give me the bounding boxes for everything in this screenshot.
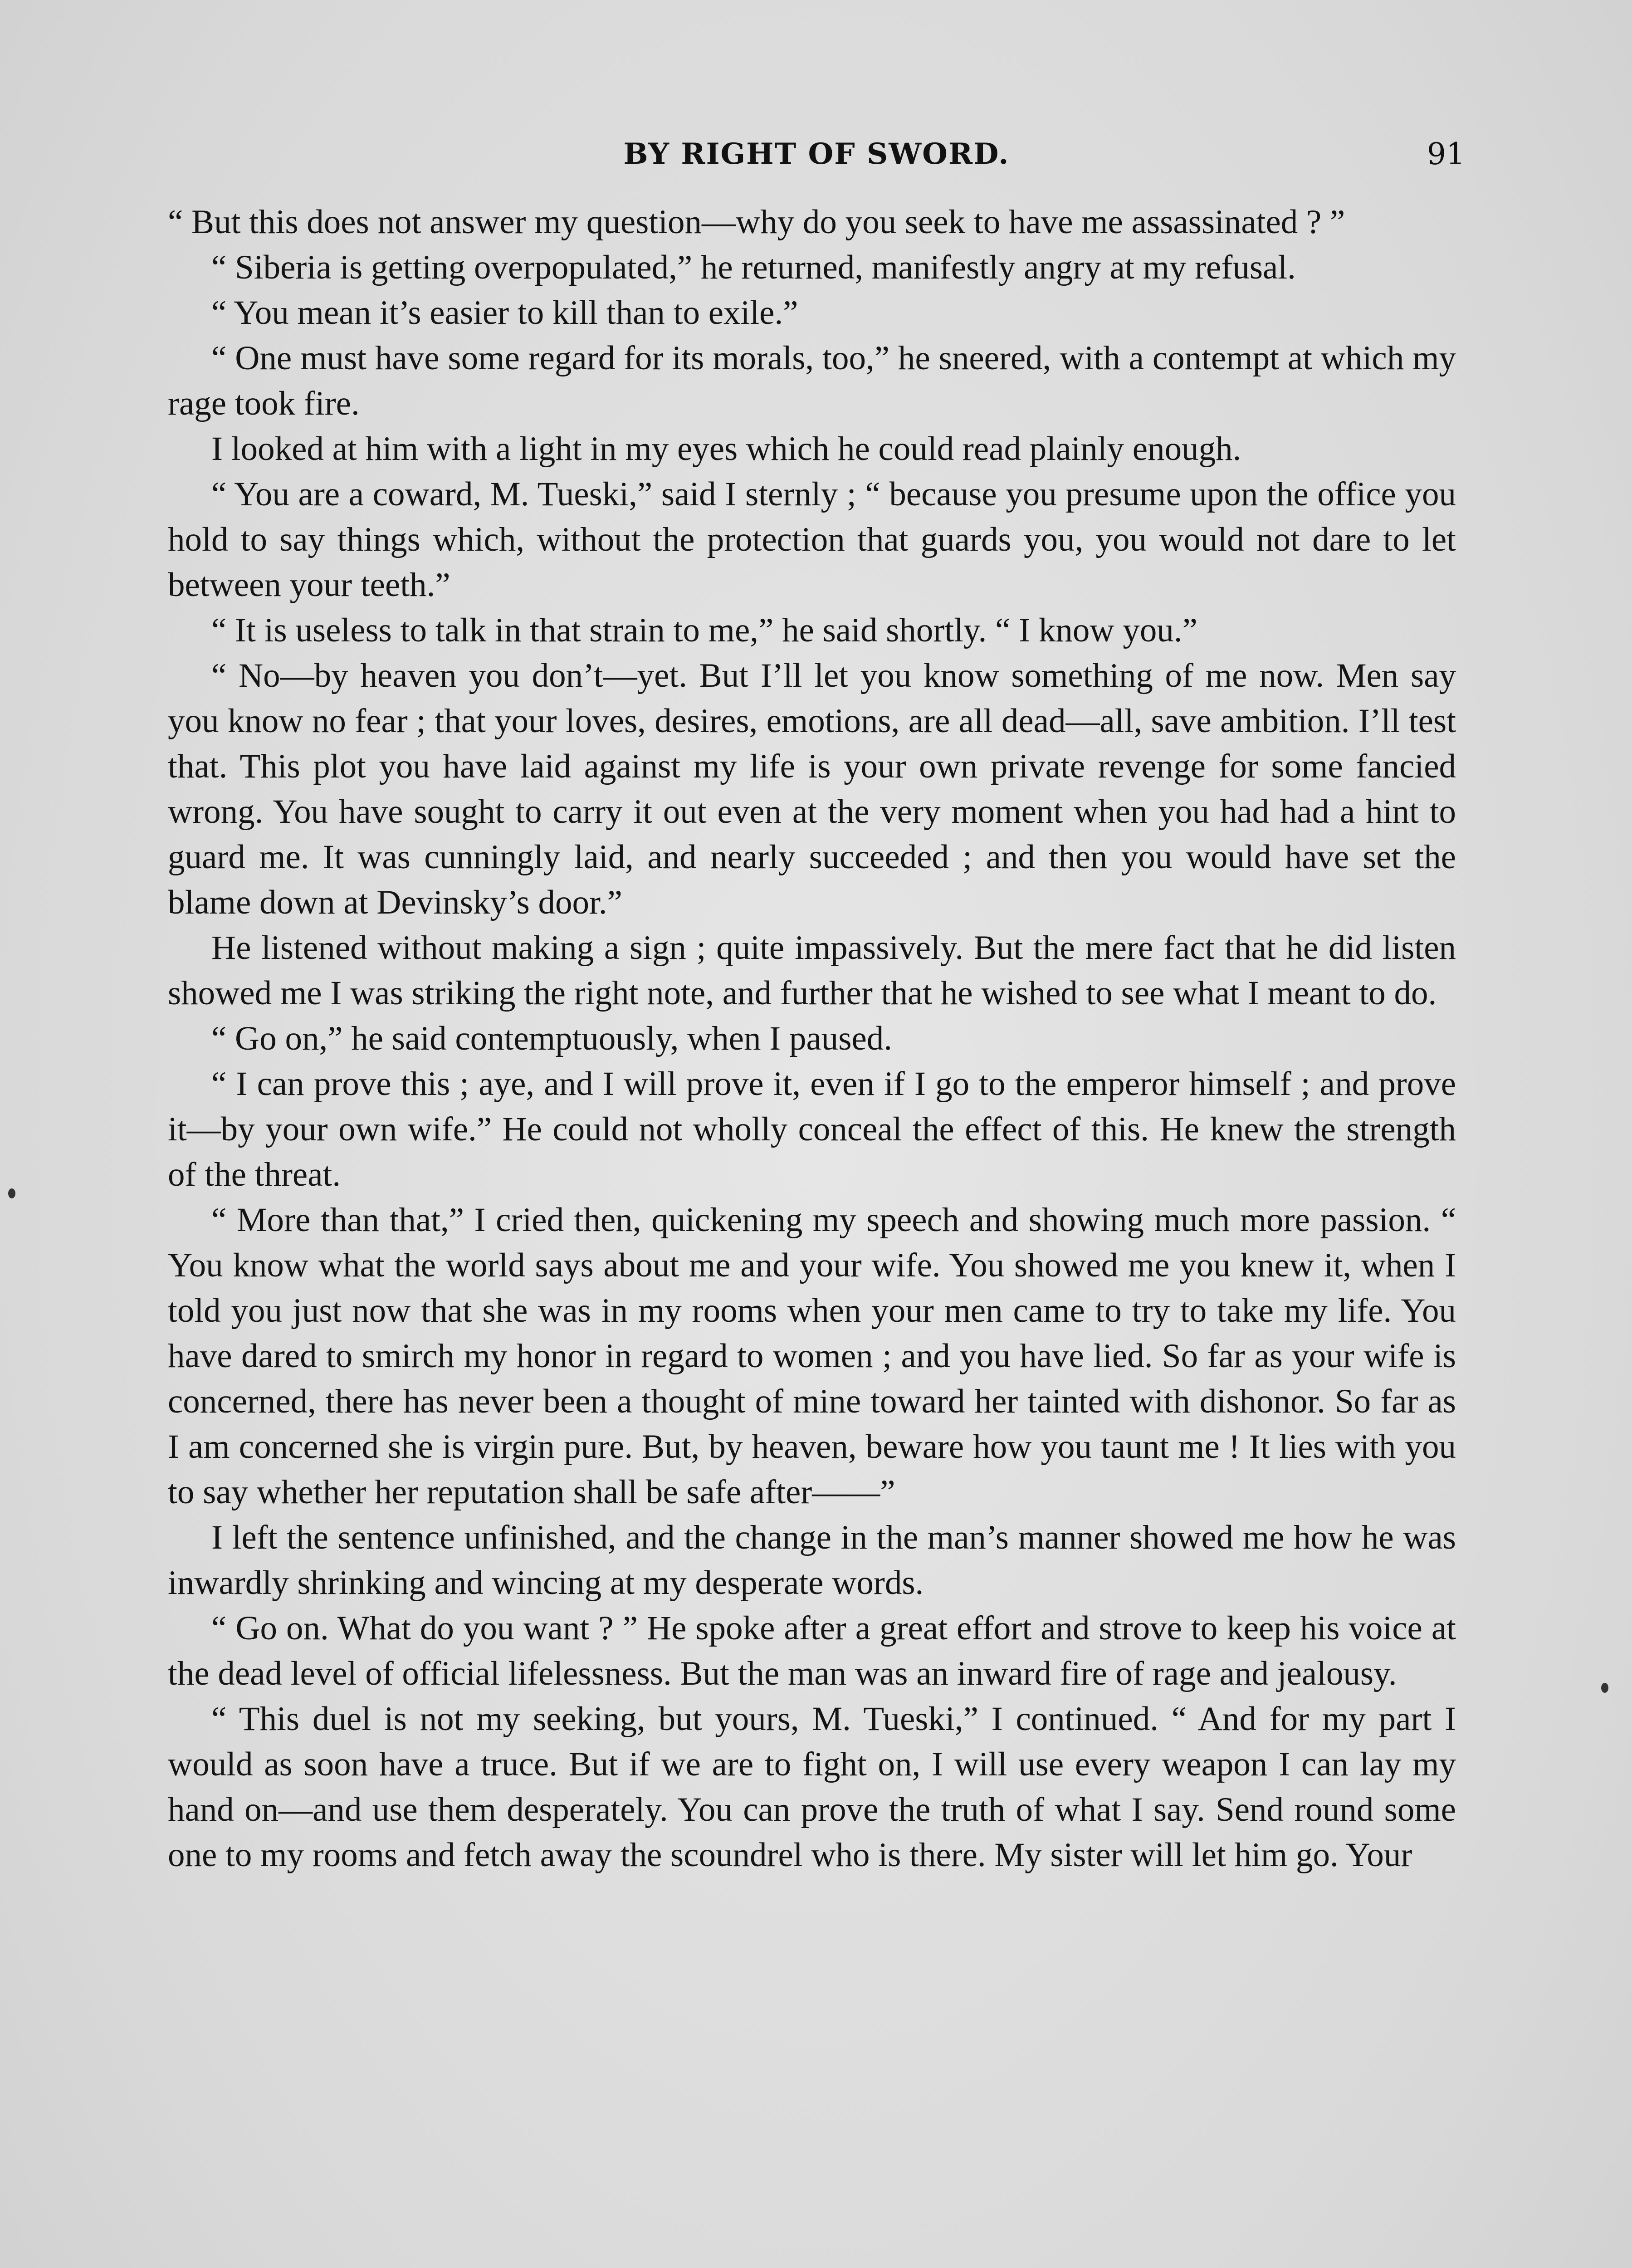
paragraph: I looked at him with a light in my eyes which he could read plainly enough.: [211, 430, 1241, 468]
paragraph: “ No—by heaven you don’t—yet. But I’ll let you know something of me now. Men say you know no fear ; that your loves, desires, emotions, are all dead—all, save ambition. I’ll test that. This plot you have laid against my life is your own private revenge for some fancied wrong. You have sought to carry it out even at the very moment when you had had a hint to guard me. It was cunningly laid, and nearly succeeded ; and then you would have set the blame down at Devinsky’s door.”: [168, 657, 1456, 921]
paragraph: “ You are a coward, M. Tueski,” said I sternly ; “ because you presume upon the office you hold to say things which, without the protection that guards you, you would not dare to let between your teeth.”: [168, 475, 1456, 604]
paragraph: He listened without making a sign ; quite impassively. But the mere fact that he did listen showed me I was striking the right note, and further that he wished to see what I meant to do.: [168, 929, 1456, 1012]
page-number: 91: [1427, 137, 1465, 171]
paragraph: I left the sentence unfinished, and the change in the man’s manner showed me how he was inwardly shrinking and wincing at my desperate words.: [168, 1519, 1456, 1602]
running-title: BY RIGHT OF SWORD.: [623, 137, 1010, 171]
paragraph: “ One must have some regard for its morals, too,” he sneered, with a contempt at which my rage took fire.: [168, 339, 1456, 422]
print-speck: [1601, 1683, 1608, 1693]
paragraph: “ But this does not answer my question—why do you seek to have me assassinated ? ”: [168, 203, 1345, 241]
paragraph: “ This duel is not my seeking, but yours, M. Tueski,” I continued. “ And for my part I would as soon have a truce. But if we are to fight on, I will use every weapon I can lay my hand on—and use them desperately. You can prove the truth of what I say. Send round some one to my rooms and fetch away the scoundrel who is there. My sister will let him go. Your: [168, 1700, 1456, 1874]
paragraph: “ Siberia is getting overpopulated,” he returned, manifestly angry at my refusal.: [211, 249, 1296, 286]
paragraph: “ More than that,” I cried then, quickening my speech and showing much more passion. “ You know what the world says about me and your wife. You showed me you knew it, when I told you just now that she was in my rooms when your men came to try to take my life. You have dared to smirch my honor in regard to women ; and you have lied. So far as your wife is concerned, there has never been a thought of mine toward her tainted with dishonor. So far as I am concerned she is virgin pure. But, by heaven, beware how you taunt me ! It lies with you to say whether her reputation shall be safe after——”: [168, 1201, 1456, 1511]
print-speck: [8, 1188, 15, 1198]
paragraph: “ Go on,” he said contemptuously, when I paused.: [211, 1020, 893, 1057]
running-head: [168, 134, 1465, 175]
paragraph: “ You mean it’s easier to kill than to exile.”: [211, 294, 798, 332]
paragraph: “ I can prove this ; aye, and I will prove it, even if I go to the emperor himself ; and prove it—by your own wife.” He could not wholly conceal the effect of this. He knew the strength of the threat.: [168, 1065, 1456, 1193]
paragraph: “ Go on. What do you want ? ” He spoke after a great effort and strove to keep his voice at the dead level of official lifelessness. But the man was an inward fire of rage and jealousy.: [168, 1609, 1456, 1692]
paragraph: “ It is useless to talk in that strain to me,” he said shortly. “ I know you.”: [211, 611, 1197, 649]
body-text: [168, 200, 1456, 1878]
